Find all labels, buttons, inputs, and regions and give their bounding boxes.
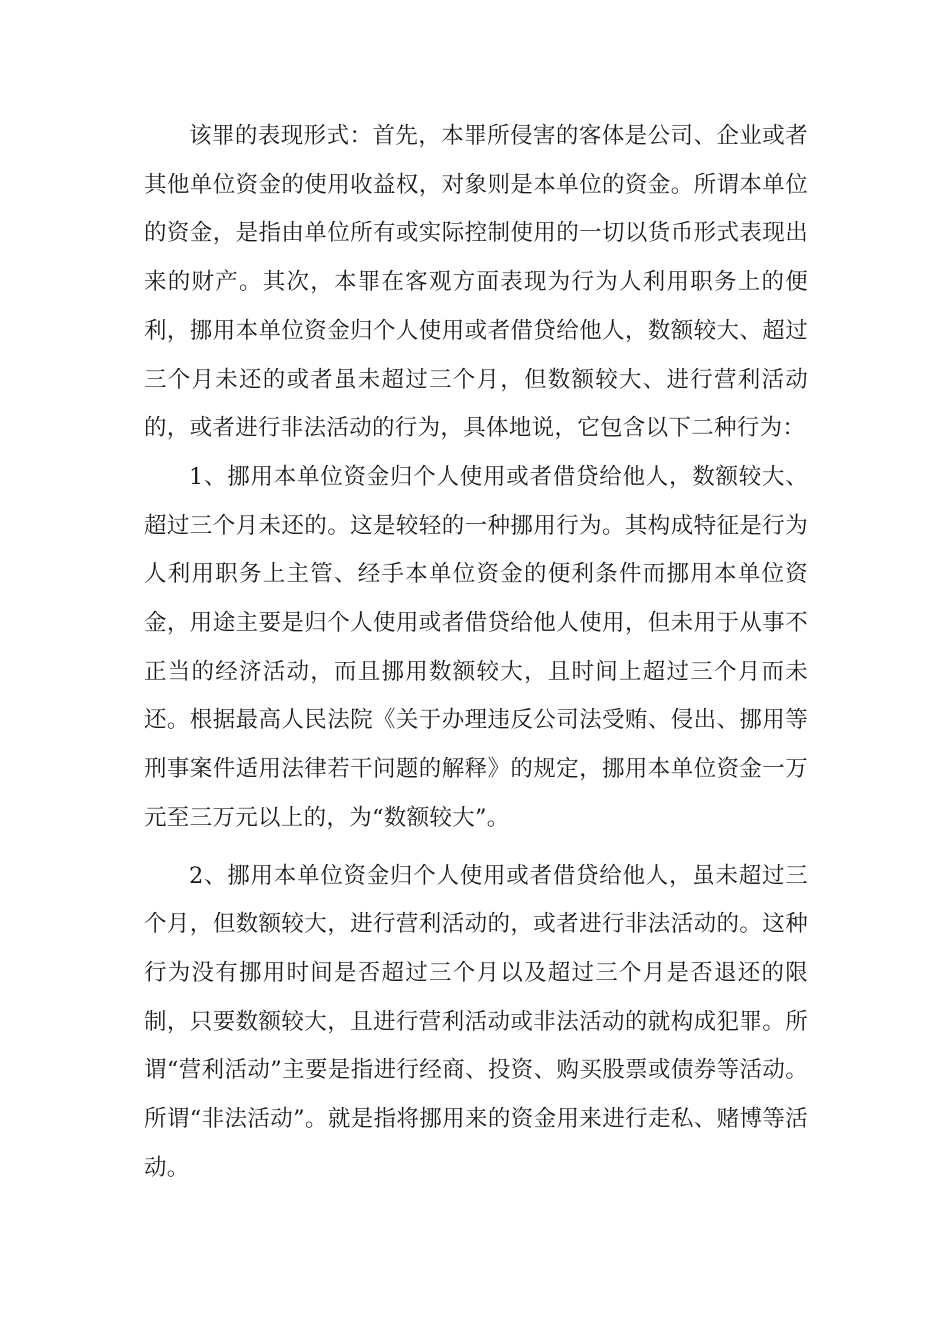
paragraph-item-1: 1、挪用本单位资金归个人使用或者借贷给他人，数额较大、超过三个月未还的。这是较轻的一种挪用行为。其构成特征是行为人利用职务上主管、经手本单位资金的便利条件而挪用本单位资金，用途主要是归个人使用或者借贷给他人使用，但未用于从事不正当的经济活动，而且挪用数额较大，且时间上超过三个月而未还。根据最高人民法院《关于办理违反公司法受贿、侵出、挪用等刑事案件适用法律若干问题的解释》的规定，挪用本单位资金一万元至三万元以上的，为“数额较大”。 [144,463,808,831]
document-body [144,112,808,1192]
paragraph-intro: 该罪的表现形式：首先，本罪所侵害的客体是公司、企业或者其他单位资金的使用收益权，对象则是本单位的资金。所谓本单位的资金，是指由单位所有或实际控制使用的一切以货币形式表现出来的财产。其次，本罪在客观方面表现为行为人利用职务上的便利，挪用本单位资金归个人使用或者借贷给他人，数额较大、超过三个月未还的或者虽未超过三个月，但数额较大、进行营利活动的，或者进行非法活动的行为，具体地说，它包含以下二种行为： [144,123,808,442]
paragraph-item-2: 2、挪用本单位资金归个人使用或者借贷给他人，虽未超过三个月，但数额较大，进行营利活动的，或者进行非法活动的。这种行为没有挪用时间是否超过三个月以及超过三个月是否退还的限制，只要数额较大，且进行营利活动或非法活动的就构成犯罪。所谓“营利活动”主要是指进行经商、投资、购买股票或债券等活动。所谓“非法活动”。就是指将挪用来的资金用来进行走私、赌博等活动。 [144,862,808,1181]
